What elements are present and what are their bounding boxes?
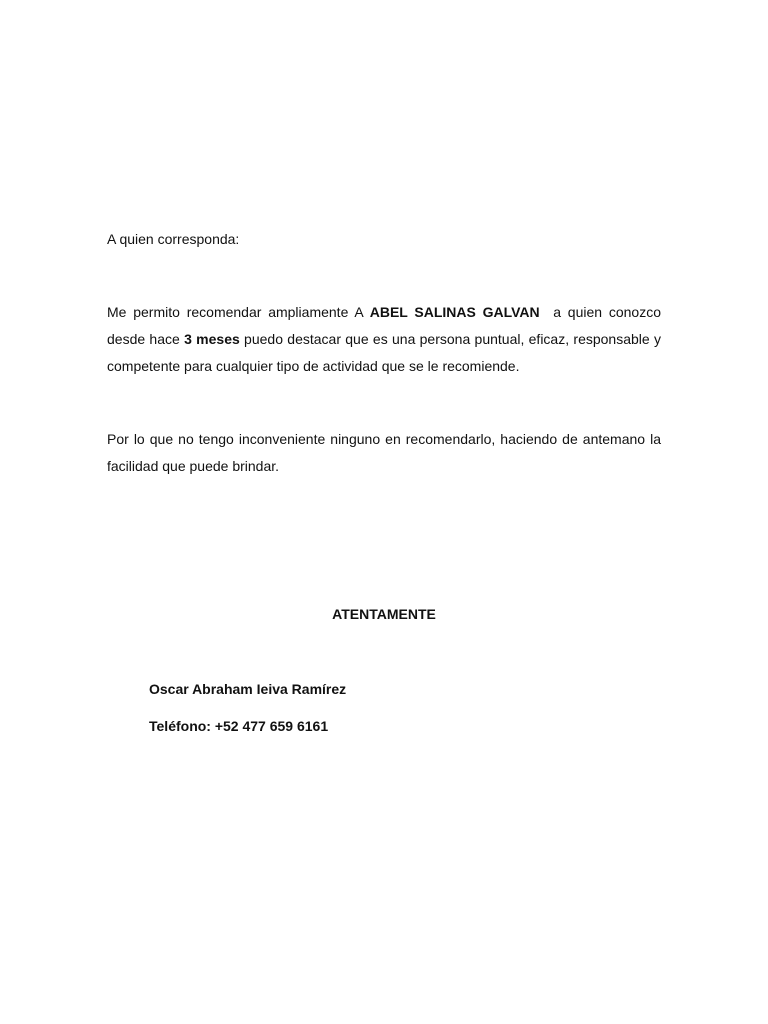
letter-greeting: A quien corresponda:: [107, 231, 240, 247]
paragraph-rest-text: puedo destacar que es una persona puntual, eficaz, responsable y competente para cualquier tipo de actividad que se le recomiende.: [107, 331, 661, 374]
paragraph-connector-text: a quien conozco desde hace: [107, 304, 665, 347]
closing-salutation: ATENTAMENTE: [332, 606, 436, 622]
paragraph-intro-text: Me permito recomendar ampliamente A: [107, 304, 370, 320]
recommendation-paragraph: [107, 299, 665, 380]
signature-name: Oscar Abraham Ieiva Ramírez: [149, 681, 347, 697]
recommended-person-name: ABEL SALINAS GALVAN: [369, 304, 540, 320]
acquaintance-duration: 3 meses: [184, 331, 240, 347]
no-objection-paragraph: Por lo que no tengo inconveniente ninguno en recomendarlo, haciendo de antemano la facilidad que puede brindar.: [107, 431, 661, 474]
signature-phone: Teléfono: +52 477 659 6161: [149, 718, 329, 734]
